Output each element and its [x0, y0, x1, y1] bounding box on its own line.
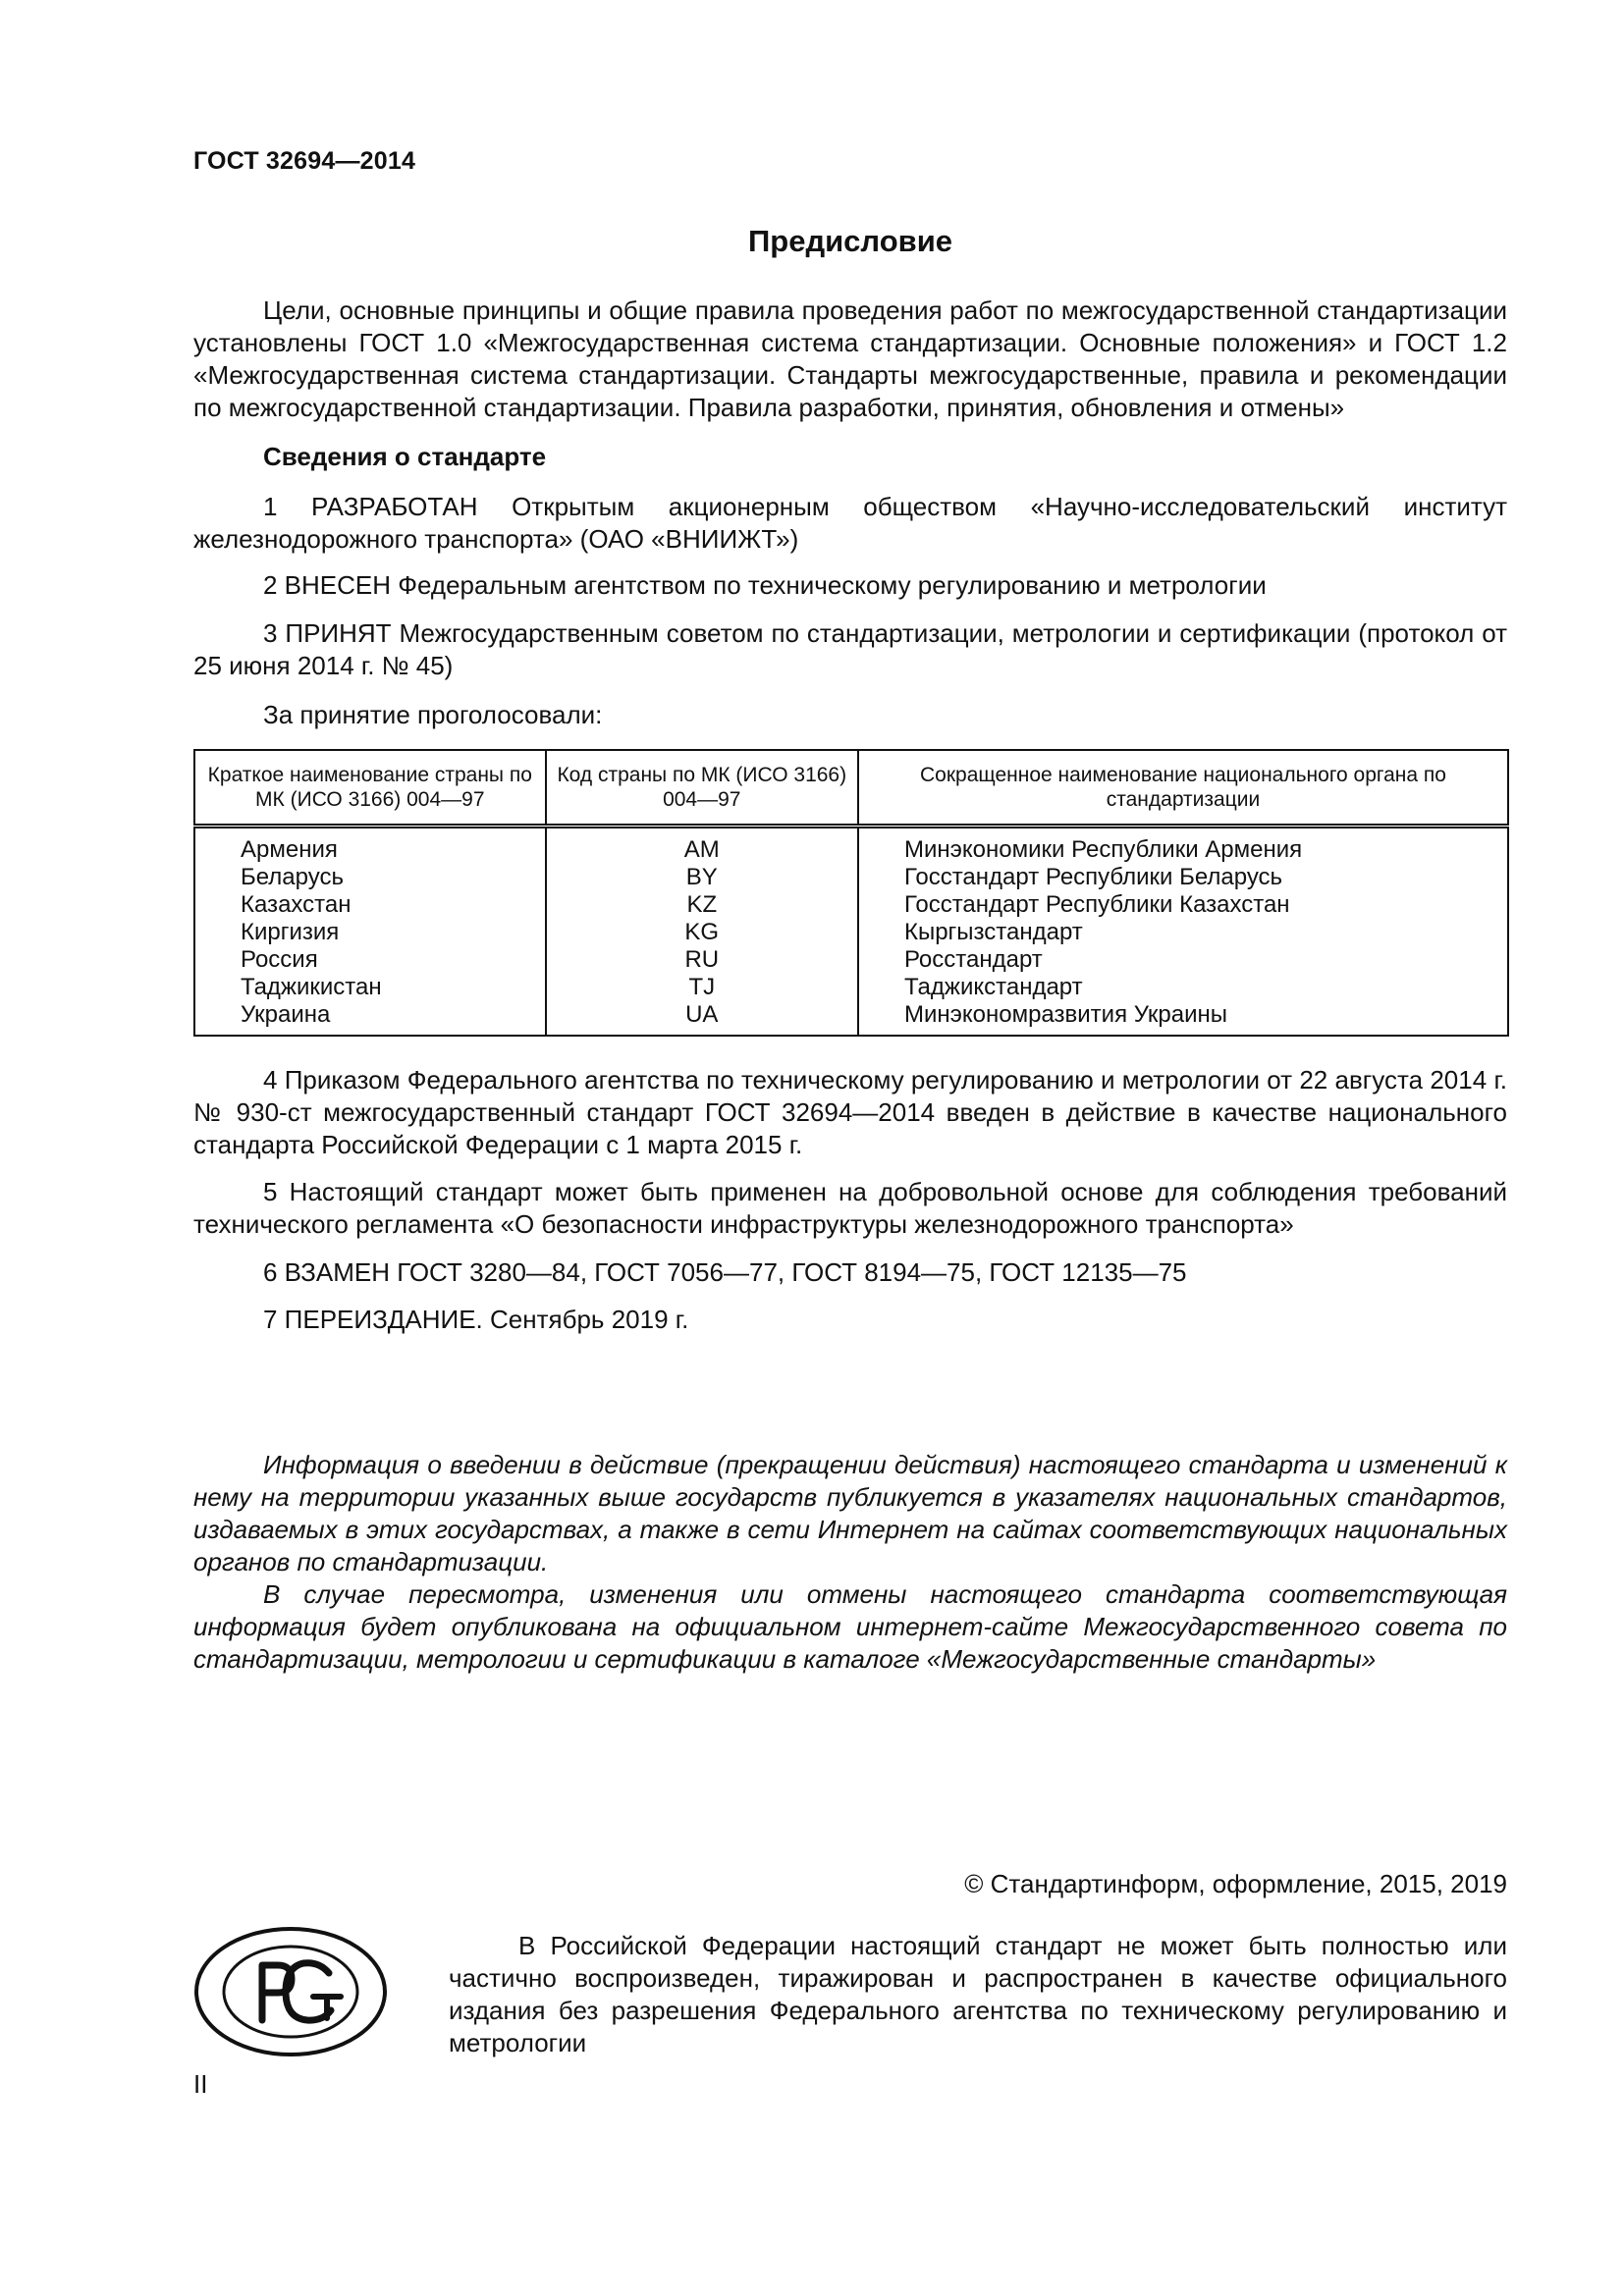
note-information-publication: Информация о введении в действие (прекращении действия) настоящего стандарта и изменений к нему на территории указанных выше государств публикуется в указателях национальных стандартов, издаваемых в этих государствах, а также в сети Интернет на сайтах соответствующих национальных органов по стандартизации.	[193, 1450, 1507, 1576]
cell-country: Казахстан	[194, 891, 546, 919]
item-2-introduced: 2 ВНЕСЕН Федеральным агентством по техническому регулированию и метрологии	[263, 570, 1267, 600]
item-5-voluntary: 5 Настоящий стандарт может быть применен на добровольной основе для соблюдения требований технического регламента «О безопасности инфраструктуры железнодорожного транспорта»	[193, 1177, 1507, 1239]
info-heading: Сведения о стандарте	[263, 442, 547, 471]
item-1-developed: 1 РАЗРАБОТАН Открытым акционерным обществом «Научно-исследовательский институт железнодорожного транспорта» (ОАО «ВНИИЖТ»)	[193, 492, 1507, 554]
cell-code: BY	[546, 864, 858, 891]
intro-paragraph: Цели, основные принципы и общие правила проведения работ по межгосударственной стандартизации установлены ГОСТ 1.0 «Межгосударственная система стандартизации. Основные положения» и ГОСТ 1.2 «Межгосударственная система стандартизации. Стандарты межгосударственные, правила и рекомендации по межгосударственной стандартизации. Правила разработки, принятия, обновления и отмены»	[193, 295, 1507, 422]
cell-country: Армения	[194, 827, 546, 865]
cell-country: Таджикистан	[194, 974, 546, 1001]
voting-table	[193, 749, 1509, 1037]
cell-country: Киргизия	[194, 919, 546, 946]
page-number: II	[193, 2069, 208, 2099]
cell-country: Беларусь	[194, 864, 546, 891]
item-3-adopted: 3 ПРИНЯТ Межгосударственным советом по стандартизации, метрологии и сертификации (протокол от 25 июня 2014 г. № 45)	[193, 618, 1507, 680]
cell-code: KG	[546, 919, 858, 946]
cell-body: Минэкономразвития Украины	[858, 1001, 1508, 1036]
item-6-replaces: 6 ВЗАМЕН ГОСТ 3280—84, ГОСТ 7056—77, ГОСТ 8194—75, ГОСТ 12135—75	[263, 1257, 1187, 1287]
copyright-notice: В Российской Федерации настоящий стандарт не может быть полностью или частично воспроизведен, тиражирован и распространен в качестве официального издания без разрешения Федерального агентства по техническому регулированию и метрологии	[449, 1931, 1507, 2057]
rst-certification-mark-icon	[193, 1926, 388, 2062]
cell-code: KZ	[546, 891, 858, 919]
cell-body: Кыргызстандарт	[858, 919, 1508, 946]
table-row	[194, 864, 1508, 891]
cell-body: Госстандарт Республики Казахстан	[858, 891, 1508, 919]
cell-body: Госстандарт Республики Беларусь	[858, 864, 1508, 891]
cell-body: Минэкономики Республики Армения	[858, 827, 1508, 865]
table-header-row	[194, 750, 1508, 827]
cell-country: Украина	[194, 1001, 546, 1036]
copyright-line: © Стандартинформ, оформление, 2015, 2019	[964, 1869, 1507, 1898]
table-row	[194, 974, 1508, 1001]
header-national-body: Сокращенное наименование национального органа по стандартизации	[858, 750, 1508, 827]
table-row	[194, 946, 1508, 974]
document-code-header: ГОСТ 32694—2014	[193, 147, 416, 175]
cell-country: Россия	[194, 946, 546, 974]
table-row	[194, 919, 1508, 946]
header-country-code: Код страны по МК (ИСО 3166) 004—97	[546, 750, 858, 827]
cell-code: TJ	[546, 974, 858, 1001]
note-revision: В случае пересмотра, изменения или отмены настоящего стандарта соответствующая информация будет опубликована на официальном интернет-сайте Межгосударственного совета по стандартизации, метрологии и сертификации в каталоге «Межгосударственные стандарты»	[193, 1579, 1507, 1674]
cell-body: Таджикстандарт	[858, 974, 1508, 1001]
cell-code: UA	[546, 1001, 858, 1036]
cell-code: RU	[546, 946, 858, 974]
cell-body: Росстандарт	[858, 946, 1508, 974]
page-title: Предисловие	[747, 224, 952, 258]
item-7-reissue: 7 ПЕРЕИЗДАНИЕ. Сентябрь 2019 г.	[263, 1305, 689, 1334]
vote-label: За принятие проголосовали:	[263, 700, 603, 729]
item-4-order: 4 Приказом Федерального агентства по техническому регулированию и метрологии от 22 августа 2014 г. № 930-ст межгосударственный стандарт ГОСТ 32694—2014 введен в действие в качестве национального стандарта Российской Федерации с 1 марта 2015 г.	[193, 1065, 1507, 1159]
table-row	[194, 891, 1508, 919]
table-row	[194, 1001, 1508, 1036]
cell-code: AM	[546, 827, 858, 865]
header-country-name: Краткое наименование страны по МК (ИСО 3166) 004—97	[194, 750, 546, 827]
table-row	[194, 827, 1508, 865]
